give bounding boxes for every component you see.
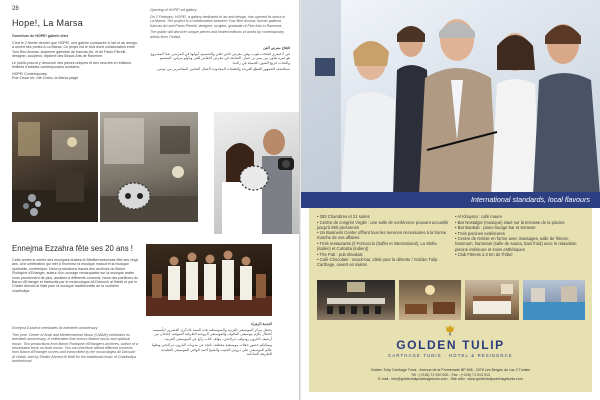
article1-ar-para: سيكتشف الجمهور القطع الفريدة والطبعات المحدودة لأعمال الفنانين المعاصرين من تونس.	[156, 67, 290, 72]
features-left-list	[317, 214, 449, 268]
contact-phone: Tél : (+216) 71 910 000 - Fax : (+216) 71 913 913	[410, 372, 491, 377]
slogan-band	[301, 192, 600, 208]
skull-sculpture-photo	[100, 112, 198, 222]
article1-fr-para: HOPE! Contemporary	[12, 72, 47, 77]
feature-item: • Café Chocolate : snack-bar, idéal pour la détente / Golden Tulip Carthage, ouvert en saison	[317, 257, 438, 268]
article2-arabic-heading: النجمة الزهراء	[250, 322, 272, 326]
article1-arabic-column	[150, 46, 290, 74]
ad-info-panel	[309, 208, 592, 392]
contact-email-web: E-mail : info@goldentulipcarthagetunis.com - Site web : www.goldentulipcarthagetunis.com	[378, 377, 523, 382]
article1-fr-para: Le public pourra y découvrir des pièces uniques et des oeuvres en éditions limitées d'artistes contemporains tunisiens.	[12, 60, 132, 70]
article2-fr-para: Cette année le centre des musiques arabes et Méditerranéennes fête ses vingt ans. Une célébration qui met à l'honneur la musique malouf et la musique spirituelle, confrérique. Deux productions issues des archives du Baron Rodolphe d'Erlanger, auteur d'un ouvrage remarquable sur la musique arabe nous proviennent de plus, assistez à différents concerts, issus des partitions du Baron d'Erlanger et transcrits par le musicologue Ali Darouch al Habib et par le Cheikh Ahmed al Wafi pour la musique traditionnelle de la confrérie chadhuliya.	[12, 258, 138, 293]
article1-en-para: On 2 February, HOPE!, a gallery dedicated to art and design, has opened its doors in La Marsa. The project is a collaboration between Yosr Ben Ammar, former gallerist Kanvas Art and Paolo Pierelli, designer, sculptor, graduate of Fine Arts in Ravenna.	[150, 14, 286, 28]
page-number: 28	[12, 6, 19, 12]
article1-en-para: The public will discover unique pieces and limited editions of works by contemporary artists from Tunisia.	[150, 30, 285, 39]
article2-ar-para: ويمكنكم حضور حفلات موسيقية مختلفة، ناتجة عن مدونات البارون ديرلانجي ونقلها عالم الموسيقى علي دروش الحبيب والشيخ أحمد الوافي للموسيقى التقليدية للطريقة الشاذلية.	[152, 343, 272, 357]
contact-info	[309, 368, 592, 382]
feature-item: • Trois piscines extérieures	[455, 230, 505, 236]
artists-portrait-photo	[214, 112, 300, 234]
feature-item: • The Pub : pub irlandais	[317, 251, 363, 257]
feature-item: • Trois restaurants (Il Fornaccio (buffet et international), La Stella (italien) et Calcutta (indien))	[317, 240, 437, 252]
article1-fr-para: Ouverture de HOPE! galerie d'art	[12, 34, 68, 38]
article2-english-column	[12, 326, 138, 366]
features-right-list	[455, 214, 587, 258]
feature-item: • Al Khayma : café maure	[455, 214, 503, 219]
article1-en-para: Opening of HOPE! art gallery	[150, 8, 197, 12]
article2-french-column	[12, 258, 138, 296]
article1-french-column	[12, 34, 138, 83]
feature-item: • Bar Nostalgie (musique) situé sur la terrasse de la piscine	[455, 219, 565, 225]
feature-item: • Centre de remise en forme avec massages, salle de fitness, hammam, hammam (salle de sauna, bain froid) avec le relaxation piscine intérieure et soins esthétiques	[455, 236, 577, 252]
article1-title: Hope!, La Marsa	[12, 18, 84, 28]
conference-room-photo	[317, 280, 395, 320]
feature-item: • Un Business Center offrant tous les services nécessaires à la bonne marche de vos affaires	[317, 230, 447, 241]
article1-fr-para: C'est le 2 février dernier que HOPE!, une galerie consacrée à l'art et au design, a ouvert ses portes à La Marsa. Ce projet est le fruit d'une collaboration entre Yosr Ben Ammar, ancienne galeriste de Kanvas Art, et de Paolo Pierelli, designer, sculpteur, diplômé des Beaux Arts de Ravenne.	[12, 40, 138, 59]
article2-en-para: Ennejma Ezzahra celebrates its twentieth anniversary	[12, 326, 98, 330]
contact-address: Golden Tulip Carthage Tunis - Avenue de la Promenade BP 606 - 2078 Les Berges du Lac 2 Tunisie	[370, 368, 531, 372]
article1-english-column	[150, 8, 290, 42]
lounge-photo	[399, 280, 461, 320]
brand-name: GOLDEN TULIP	[396, 338, 505, 352]
concert-musicians-photo	[146, 244, 272, 316]
article2-arabic-column	[150, 322, 272, 359]
guest-room-photo	[465, 280, 519, 320]
hotel-brand	[309, 338, 592, 358]
article1-arabic-heading: افتتاح معرض الفن	[263, 46, 290, 50]
feature-item: • Bar Baobab : piano-lounge bar et terrasse	[455, 225, 536, 231]
article2-en-para: This year, Center of Arab and Mediterranean Music (CMAM) celebrates its twentieth anniversary. A celebration that honors Malouf music and spiritual music. Two productions from Baron Rodolphe d'Erlanger's archives, author of a remarkable book on Arab music. You can therefore attend different concerts, from Baron d'Erlanger scores and transcribed by the musicologist Ali Darouch Al Habib, and by Sheikh Ahmed Al Wafi for the traditional music of Chadhuliya brotherhood.	[12, 332, 138, 364]
slogan-text: International standards, local flavours	[470, 195, 590, 204]
feature-item: • 283 Chambres et 21 suites	[317, 214, 370, 219]
brand-subtitle: CARTHAGE TUNIS · HOTEL & RESIDENCE	[388, 353, 513, 358]
golden-tulip-logo-icon	[444, 324, 456, 336]
article1-ar-para: في 2 فيفري افتتحت هوب، وهي معرض خاص للفن والتصميم، أبوابها في المرسى. هذا المشروع هو ثمرة تعاون بين يسر بن عمار، السابقة في معرض كانفاس للفن وباولو بيريلي، المصمم والنحات خريج الفنون الجميلة في رافينا.	[150, 51, 290, 65]
right-page-advertisement	[301, 0, 600, 400]
gallery-interior-photo	[12, 112, 98, 222]
pool-photo	[523, 280, 585, 320]
feature-item: • Club Fitness à 3 km de l'hôtel	[455, 252, 513, 258]
business-people-photo	[301, 0, 600, 196]
article2-ar-para: يحتفل مركز الموسيقى العربية والمتوسطية هذه السنة بالذكرى العشرين لتأسيسه. احتفال يكرّم موسيقى المالوف والموسيقى الروحية الطرقية الصوفية. إنتاجان من أرشيف البارون رودولف ديرلانجي، مؤلف كتاب رائع عن الموسيقى العربية.	[152, 327, 272, 341]
article1-fr-para: Rue Cesar Ier, cité Cobra, la Marsa plage	[12, 76, 79, 81]
article2-title: Ennejma Ezzahra fête ses 20 ans !	[12, 244, 133, 253]
feature-item: • Centre de congrès Virgile : une salle de conférence pouvant accueillir jusqu'à 900 personnes	[317, 219, 449, 230]
